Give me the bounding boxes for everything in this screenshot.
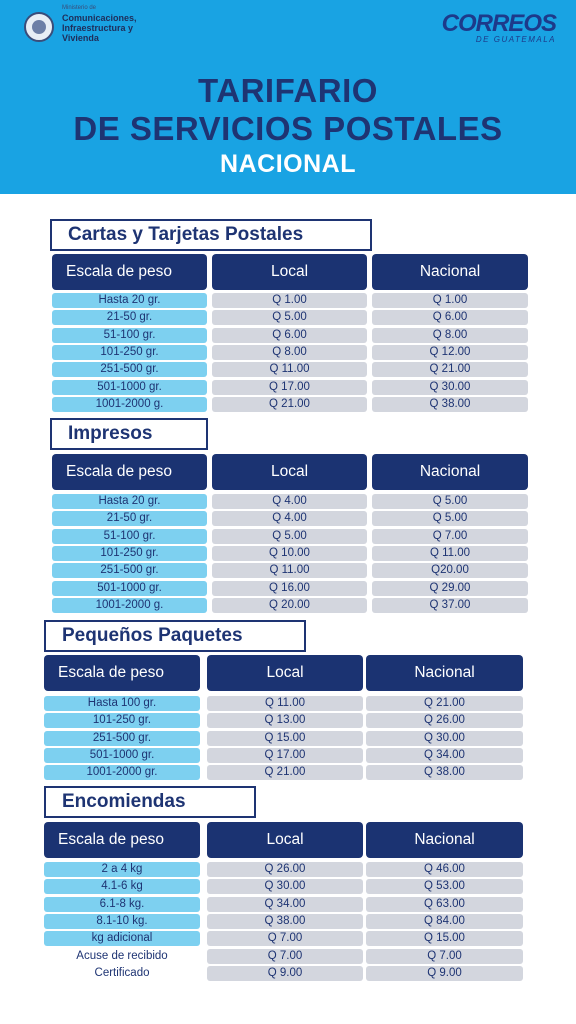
nacional-price-cell: Q 5.00 <box>372 511 528 526</box>
coat-of-arms-icon <box>24 12 54 42</box>
local-price-cell: Q 34.00 <box>207 897 363 912</box>
column-header-scale: Escala de peso <box>44 655 200 691</box>
weight-scale-cell: 21-50 gr. <box>52 310 207 325</box>
nacional-price-cell: Q 7.00 <box>366 949 523 964</box>
nacional-price-cell: Q 26.00 <box>366 713 523 728</box>
local-price-cell: Q 17.00 <box>212 380 367 395</box>
local-price-cell: Q 26.00 <box>207 862 363 877</box>
header-banner <box>0 0 576 194</box>
weight-scale-cell: 1001-2000 g. <box>52 397 207 412</box>
weight-scale-cell: Hasta 100 gr. <box>44 696 200 711</box>
weight-scale-cell: 251-500 gr. <box>44 731 200 746</box>
nacional-price-cell: Q 38.00 <box>366 765 523 780</box>
weight-scale-cell: 501-1000 gr. <box>44 748 200 763</box>
section-title: Pequeños Paquetes <box>44 620 306 652</box>
local-price-cell: Q 9.00 <box>207 966 363 981</box>
nacional-price-cell: Q 12.00 <box>372 345 528 360</box>
nacional-price-cell: Q 11.00 <box>372 546 528 561</box>
local-price-cell: Q 11.00 <box>212 563 367 578</box>
column-header-local: Local <box>212 454 367 490</box>
weight-scale-cell: Hasta 20 gr. <box>52 494 207 509</box>
nacional-price-cell: Q 8.00 <box>372 328 528 343</box>
page-title-line2: DE SERVICIOS POSTALES <box>73 110 503 147</box>
column-header-nacional: Nacional <box>372 454 528 490</box>
ministry-name: Comunicaciones, Infraestructura y Vivienda <box>62 13 137 43</box>
weight-scale-cell: Acuse de recibido <box>76 949 168 962</box>
local-price-cell: Q 4.00 <box>212 494 367 509</box>
weight-scale-cell: Hasta 20 gr. <box>52 293 207 308</box>
weight-scale-cell: 51-100 gr. <box>52 328 207 343</box>
nacional-price-cell: Q 9.00 <box>366 966 523 981</box>
local-price-cell: Q 30.00 <box>207 879 363 894</box>
nacional-price-cell: Q 21.00 <box>372 362 528 377</box>
nacional-price-cell: Q 7.00 <box>372 529 528 544</box>
weight-scale-cell: 6.1-8 kg. <box>44 897 200 912</box>
brand-name: CORREOS <box>441 10 556 37</box>
weight-scale-cell: 251-500 gr. <box>52 362 207 377</box>
column-header-scale: Escala de peso <box>52 454 207 490</box>
section-title: Encomiendas <box>44 786 256 818</box>
local-price-cell: Q 10.00 <box>212 546 367 561</box>
local-price-cell: Q 13.00 <box>207 713 363 728</box>
weight-scale-cell: 4.1-6 kg <box>44 879 200 894</box>
local-price-cell: Q 17.00 <box>207 748 363 763</box>
local-price-cell: Q 5.00 <box>212 529 367 544</box>
column-header-scale: Escala de peso <box>44 822 200 858</box>
weight-scale-cell: 51-100 gr. <box>52 529 207 544</box>
nacional-price-cell: Q 15.00 <box>366 931 523 946</box>
page-title-line1: TARIFARIO <box>198 72 378 109</box>
weight-scale-cell: 2 a 4 kg <box>44 862 200 877</box>
section-title: Impresos <box>50 418 208 450</box>
weight-scale-cell: 501-1000 gr. <box>52 380 207 395</box>
weight-scale-cell: 21-50 gr. <box>52 511 207 526</box>
section-title: Cartas y Tarjetas Postales <box>50 219 372 251</box>
local-price-cell: Q 21.00 <box>212 397 367 412</box>
nacional-price-cell: Q 46.00 <box>366 862 523 877</box>
nacional-price-cell: Q 84.00 <box>366 914 523 929</box>
weight-scale-cell: 8.1-10 kg. <box>44 914 200 929</box>
nacional-price-cell: Q 37.00 <box>372 598 528 613</box>
nacional-price-cell: Q 6.00 <box>372 310 528 325</box>
correos-logo <box>442 10 556 44</box>
page-subtitle: NACIONAL <box>220 150 356 178</box>
local-price-cell: Q 8.00 <box>212 345 367 360</box>
column-header-local: Local <box>207 655 363 691</box>
local-price-cell: Q 20.00 <box>212 598 367 613</box>
column-header-local: Local <box>212 254 367 290</box>
local-price-cell: Q 16.00 <box>212 581 367 596</box>
local-price-cell: Q 11.00 <box>212 362 367 377</box>
nacional-price-cell: Q 38.00 <box>372 397 528 412</box>
brand-subtitle: DE GUATEMALA <box>475 35 556 44</box>
column-header-nacional: Nacional <box>366 822 523 858</box>
weight-scale-cell: 101-250 gr. <box>44 713 200 728</box>
nacional-price-cell: Q 5.00 <box>372 494 528 509</box>
local-price-cell: Q 5.00 <box>212 310 367 325</box>
local-price-cell: Q 38.00 <box>207 914 363 929</box>
local-price-cell: Q 7.00 <box>207 931 363 946</box>
weight-scale-cell: 1001-2000 gr. <box>44 765 200 780</box>
ministry-prefix: Ministerio de <box>62 5 97 11</box>
local-price-cell: Q 21.00 <box>207 765 363 780</box>
nacional-price-cell: Q 63.00 <box>366 897 523 912</box>
weight-scale-cell: 101-250 gr. <box>52 546 207 561</box>
local-price-cell: Q 1.00 <box>212 293 367 308</box>
column-header-scale: Escala de peso <box>52 254 207 290</box>
column-header-nacional: Nacional <box>366 655 523 691</box>
weight-scale-cell: 1001-2000 g. <box>52 598 207 613</box>
column-header-nacional: Nacional <box>372 254 528 290</box>
nacional-price-cell: Q 1.00 <box>372 293 528 308</box>
local-price-cell: Q 11.00 <box>207 696 363 711</box>
column-header-local: Local <box>207 822 363 858</box>
weight-scale-cell: 501-1000 gr. <box>52 581 207 596</box>
nacional-price-cell: Q 53.00 <box>366 879 523 894</box>
local-price-cell: Q 6.00 <box>212 328 367 343</box>
weight-scale-cell: Certificado <box>94 966 150 979</box>
local-price-cell: Q 15.00 <box>207 731 363 746</box>
nacional-price-cell: Q20.00 <box>372 563 528 578</box>
weight-scale-cell: kg adicional <box>44 931 200 946</box>
nacional-price-cell: Q 21.00 <box>366 696 523 711</box>
weight-scale-cell: 101-250 gr. <box>52 345 207 360</box>
nacional-price-cell: Q 34.00 <box>366 748 523 763</box>
local-price-cell: Q 4.00 <box>212 511 367 526</box>
weight-scale-cell: 251-500 gr. <box>52 563 207 578</box>
nacional-price-cell: Q 29.00 <box>372 581 528 596</box>
nacional-price-cell: Q 30.00 <box>372 380 528 395</box>
nacional-price-cell: Q 30.00 <box>366 731 523 746</box>
local-price-cell: Q 7.00 <box>207 949 363 964</box>
